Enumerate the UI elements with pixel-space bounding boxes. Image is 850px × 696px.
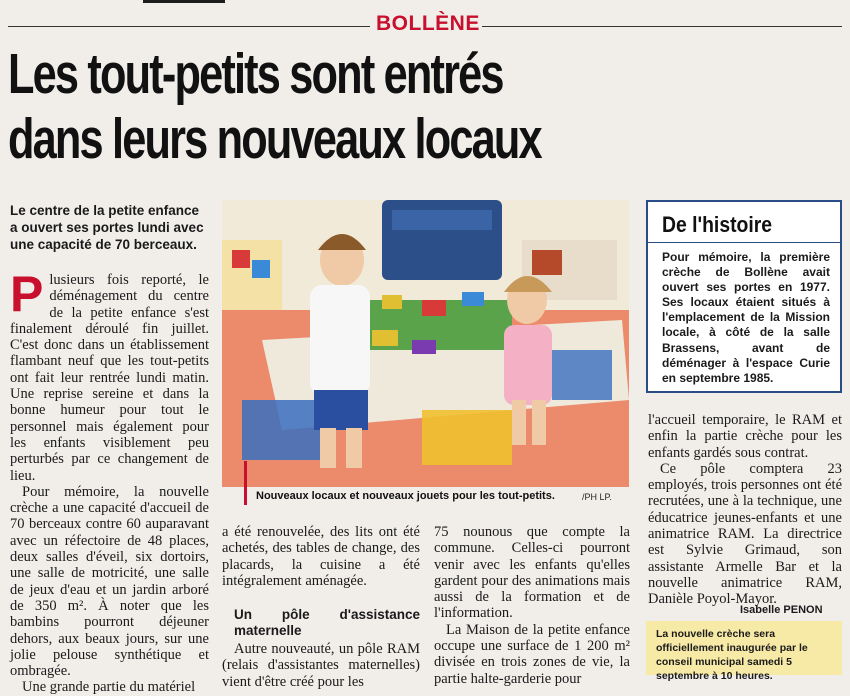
- article-photo: [222, 200, 629, 487]
- column-2: [222, 524, 420, 690]
- inauguration-note: La nouvelle crèche sera officiellement inaugurée par le conseil municipal samedi 5 septembre à 10 heures.: [646, 621, 842, 675]
- photo-caption: Nouveaux locaux et nouveaux jouets pour les tout-petits.: [256, 490, 555, 502]
- col3-paragraph-1: 75 nounous que compte la commune. Celles-ci pourront venir avec les enfants qu'elles gardent pour des animations mais aussi de la formation et de l'information.: [434, 524, 630, 622]
- lead-paragraph: Le centre de la petite enfance a ouvert ses portes lundi avec une capacité de 70 berceaux.: [10, 203, 204, 252]
- col1-paragraph-1: lusieurs fois reporté, le déménagement du centre de la petite enfance s'est finalement déroulé fin juillet. C'est donc dans un établissement flambant neuf que les tout-petits ont fait leur rentrée lundi matin. Une reprise sereine et dans la bonne humeur pour tout le personnel mais également pour les enfants visiblement peu perturbés par ce changement de lieu.: [10, 272, 209, 484]
- photo-credit: /PH LP.: [582, 492, 612, 502]
- column-4: [648, 412, 842, 608]
- col1-paragraph-3: Une grande partie du matériel: [22, 679, 196, 696]
- caption-marker: [244, 461, 247, 505]
- kicker: BOLLÈNE: [376, 12, 480, 35]
- col2-paragraph-2: Autre nouveauté, un pôle RAM (relais d'assistantes maternelles) vient d'être créé pour les: [222, 641, 420, 690]
- column-3: [434, 524, 630, 687]
- col3-paragraph-2: La Maison de la petite enfance occupe une surface de 1 200 m² divisée en trois zones de vie, la partie halte-garderie pour: [434, 621, 630, 687]
- kicker-rule-left: [8, 26, 370, 27]
- sidebar-text: Pour mémoire, la première crèche de Bollène avait ouvert ses portes en 1977. Ses locaux étaient situés à l'emplacement de la Mission locale, à côté de la salle Brassens, avant de déménager à l'espace Curie en septembre 1985.: [662, 250, 830, 385]
- sidebar-title: De l'histoire: [662, 212, 773, 237]
- col4-paragraph-2: Ce pôle comptera 23 employés, trois personnes ont été recrutées, une à la technique, une éducatrice jeunes-enfants et une animatrice RAM. La directrice est Sylvie Grimaud, son assistante Armelle Bar et la nouvelle animatrice RAM, Danièle Poyol-Mayor.: [648, 460, 842, 608]
- subheading: Un pôle d'assistance maternelle: [234, 607, 420, 639]
- col4-paragraph-1: l'accueil temporaire, le RAM et enfin la partie crèche pour les enfants gardés sous contrat.: [648, 412, 842, 461]
- headline-line-2: dans leurs nouveaux locaux: [8, 107, 541, 171]
- column-1: [10, 266, 209, 696]
- children-playroom-photo: [222, 200, 629, 487]
- col2-paragraph-1: a été renouvelée, des lits ont été achetés, des tables de change, des placards, la cuisine a été intégralement aménagée.: [222, 524, 420, 589]
- top-bar: [143, 0, 225, 3]
- headline: [8, 42, 541, 172]
- history-sidebar: [646, 200, 842, 393]
- author-signature: Isabelle PENON: [740, 604, 823, 616]
- dropcap: P: [10, 266, 44, 322]
- sidebar-rule: [648, 242, 840, 243]
- headline-line-1: Les tout-petits sont entrés: [8, 42, 503, 106]
- kicker-rule-right: [482, 26, 842, 27]
- col1-paragraph-2: Pour mémoire, la nouvelle crèche a une capacité d'accueil de 70 berceaux contre 60 auparavant avec un réfectoire de 48 places, deux salles d'éveil, six dortoirs, une salle de motricité, une salle de jeux d'eau et un jardin arboré de 350 m². À noter que les bambins pourront déjeuner dehors, aux beaux jours, sur une jolie pelouse synthétique et ombragée.: [10, 483, 209, 680]
